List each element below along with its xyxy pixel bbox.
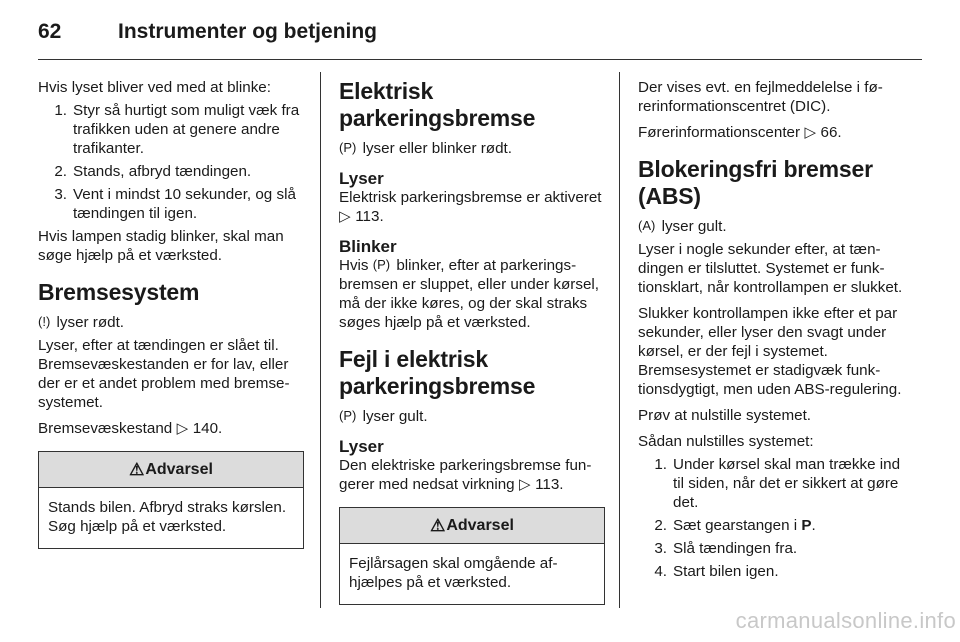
page-ref-arrow-icon: ▷ (518, 476, 531, 493)
abs-icon: (A) (638, 218, 656, 233)
brake-description: Lyser, efter at tændingen er slået til. Bremsevæskestanden er for lav, eller der er et andet problem med bremsesystemet. (38, 337, 290, 411)
column-2 (339, 78, 605, 605)
blinker-heading: Blinker (339, 237, 397, 256)
parking-brake-icon: (P) (372, 257, 391, 272)
warning-text: Fejlårsagen skal omgående afhjælpes på et værksted. (349, 555, 558, 591)
reset-steps (638, 455, 908, 581)
column-divider-1 (320, 72, 321, 608)
brake-system-heading: Bremsesystem (38, 279, 200, 305)
warning-triangle-icon: ⚠ (430, 516, 446, 535)
blink-outro: Hvis lampen stadig blinker, skal man søge hjælp på et værksted. (38, 228, 284, 264)
watermark: carmanualsonline.info (735, 608, 956, 633)
epb-status-line: (P) lyser eller blinker rødt. (339, 140, 512, 157)
step-item: 4. Start bilen igen. (654, 563, 779, 580)
column-divider-2 (619, 72, 620, 608)
page-ref-arrow-icon: ▷ (339, 208, 351, 225)
abs-paragraph: Prøv at nulstille systemet. (638, 407, 812, 424)
lyser-text[interactable]: Elektrisk parkeringsbremse er aktiveret ▷ 113. (339, 189, 602, 225)
epb-fault-heading: Fejl i elektrisk parkeringsbremse (339, 346, 536, 399)
abs-paragraph: Slukker kontrollampen ikke efter et par sekunder, eller lyser den svagt under kørsel, er der fejl i systemet. Bremsesystemet er stadigvæk funktionsdygtigt, men uden ABS-regulering. (638, 305, 902, 398)
lyser-heading-2: Lyser (339, 437, 384, 456)
dic-text: Der vises evt. en fejlmeddelelse i førerinformationscentret (DIC). (638, 79, 883, 115)
page-header (38, 20, 922, 60)
column-3 (638, 78, 908, 585)
abs-reset-intro: Sådan nulstilles systemet: (638, 433, 814, 450)
step-item: 3. Vent i mindst 10 sekunder, og slå tændingen til igen. (54, 186, 296, 222)
lyser-text-2[interactable]: Den elektriske parkeringsbremse fungerer med nedsat virkning ▷ 113. (339, 457, 592, 493)
step-item: 1. Styr så hurtigt som muligt væk fra trafikken uden at genere andre trafikanter. (54, 102, 300, 157)
blinker-text: Hvis (P) blinker, efter at parkeringsbremsen er sluppet, eller under kørsel, må der ikke køres, og der skal straks søges hjælp på et værksted. (339, 257, 599, 331)
blink-intro: Hvis lyset bliver ved med at blinke: (38, 79, 271, 96)
abs-heading: Blokeringsfri bremser (ABS) (638, 156, 873, 209)
epb-heading: Elektrisk parkeringsbremse (339, 78, 536, 131)
brake-warning-icon: (!) (38, 314, 51, 329)
abs-paragraph: Lyser i nogle sekunder efter, at tændingen er tilsluttet. Systemet er funktionsklart, når kontrollampen er slukket. (638, 241, 903, 296)
step-item: 2. Stands, afbryd tændingen. (54, 163, 252, 180)
page-ref-arrow-icon: ▷ (176, 420, 189, 437)
step-item: 1. Under kørsel skal man trække ind til siden, når det er sikkert at gøre det. (654, 456, 901, 511)
column-1 (38, 78, 304, 549)
page-number: 62 (38, 20, 62, 43)
fault-status-line: (P) lyser gult. (339, 408, 428, 425)
warning-box (339, 507, 605, 605)
page-ref-arrow-icon: ▷ (804, 124, 817, 141)
lyser-heading: Lyser (339, 169, 384, 188)
step-item: 3. Slå tændingen fra. (654, 540, 798, 557)
warning-box (38, 451, 304, 549)
page-title: Instrumenter og betjening (118, 20, 378, 43)
warning-header: ⚠Advarsel (340, 508, 604, 544)
brake-fluid-reference[interactable]: Bremsevæskestand ▷ 140. (38, 420, 223, 437)
dic-reference[interactable]: Førerinformationscenter ▷ 66. (638, 124, 842, 141)
warning-text: Stands bilen. Afbryd straks kørslen. Søg hjælp på et værksted. (48, 499, 287, 535)
parking-brake-fault-icon: (P) (339, 408, 357, 423)
brake-status-line: (!) lyser rødt. (38, 314, 125, 331)
abs-status-line: (A) lyser gult. (638, 218, 727, 235)
warning-triangle-icon: ⚠ (129, 460, 145, 479)
step-item: 2. Sæt gearstangen i P. (654, 517, 816, 534)
warning-header: ⚠Advarsel (39, 452, 303, 488)
blink-steps (38, 101, 304, 223)
parking-brake-icon: (P) (339, 140, 357, 155)
